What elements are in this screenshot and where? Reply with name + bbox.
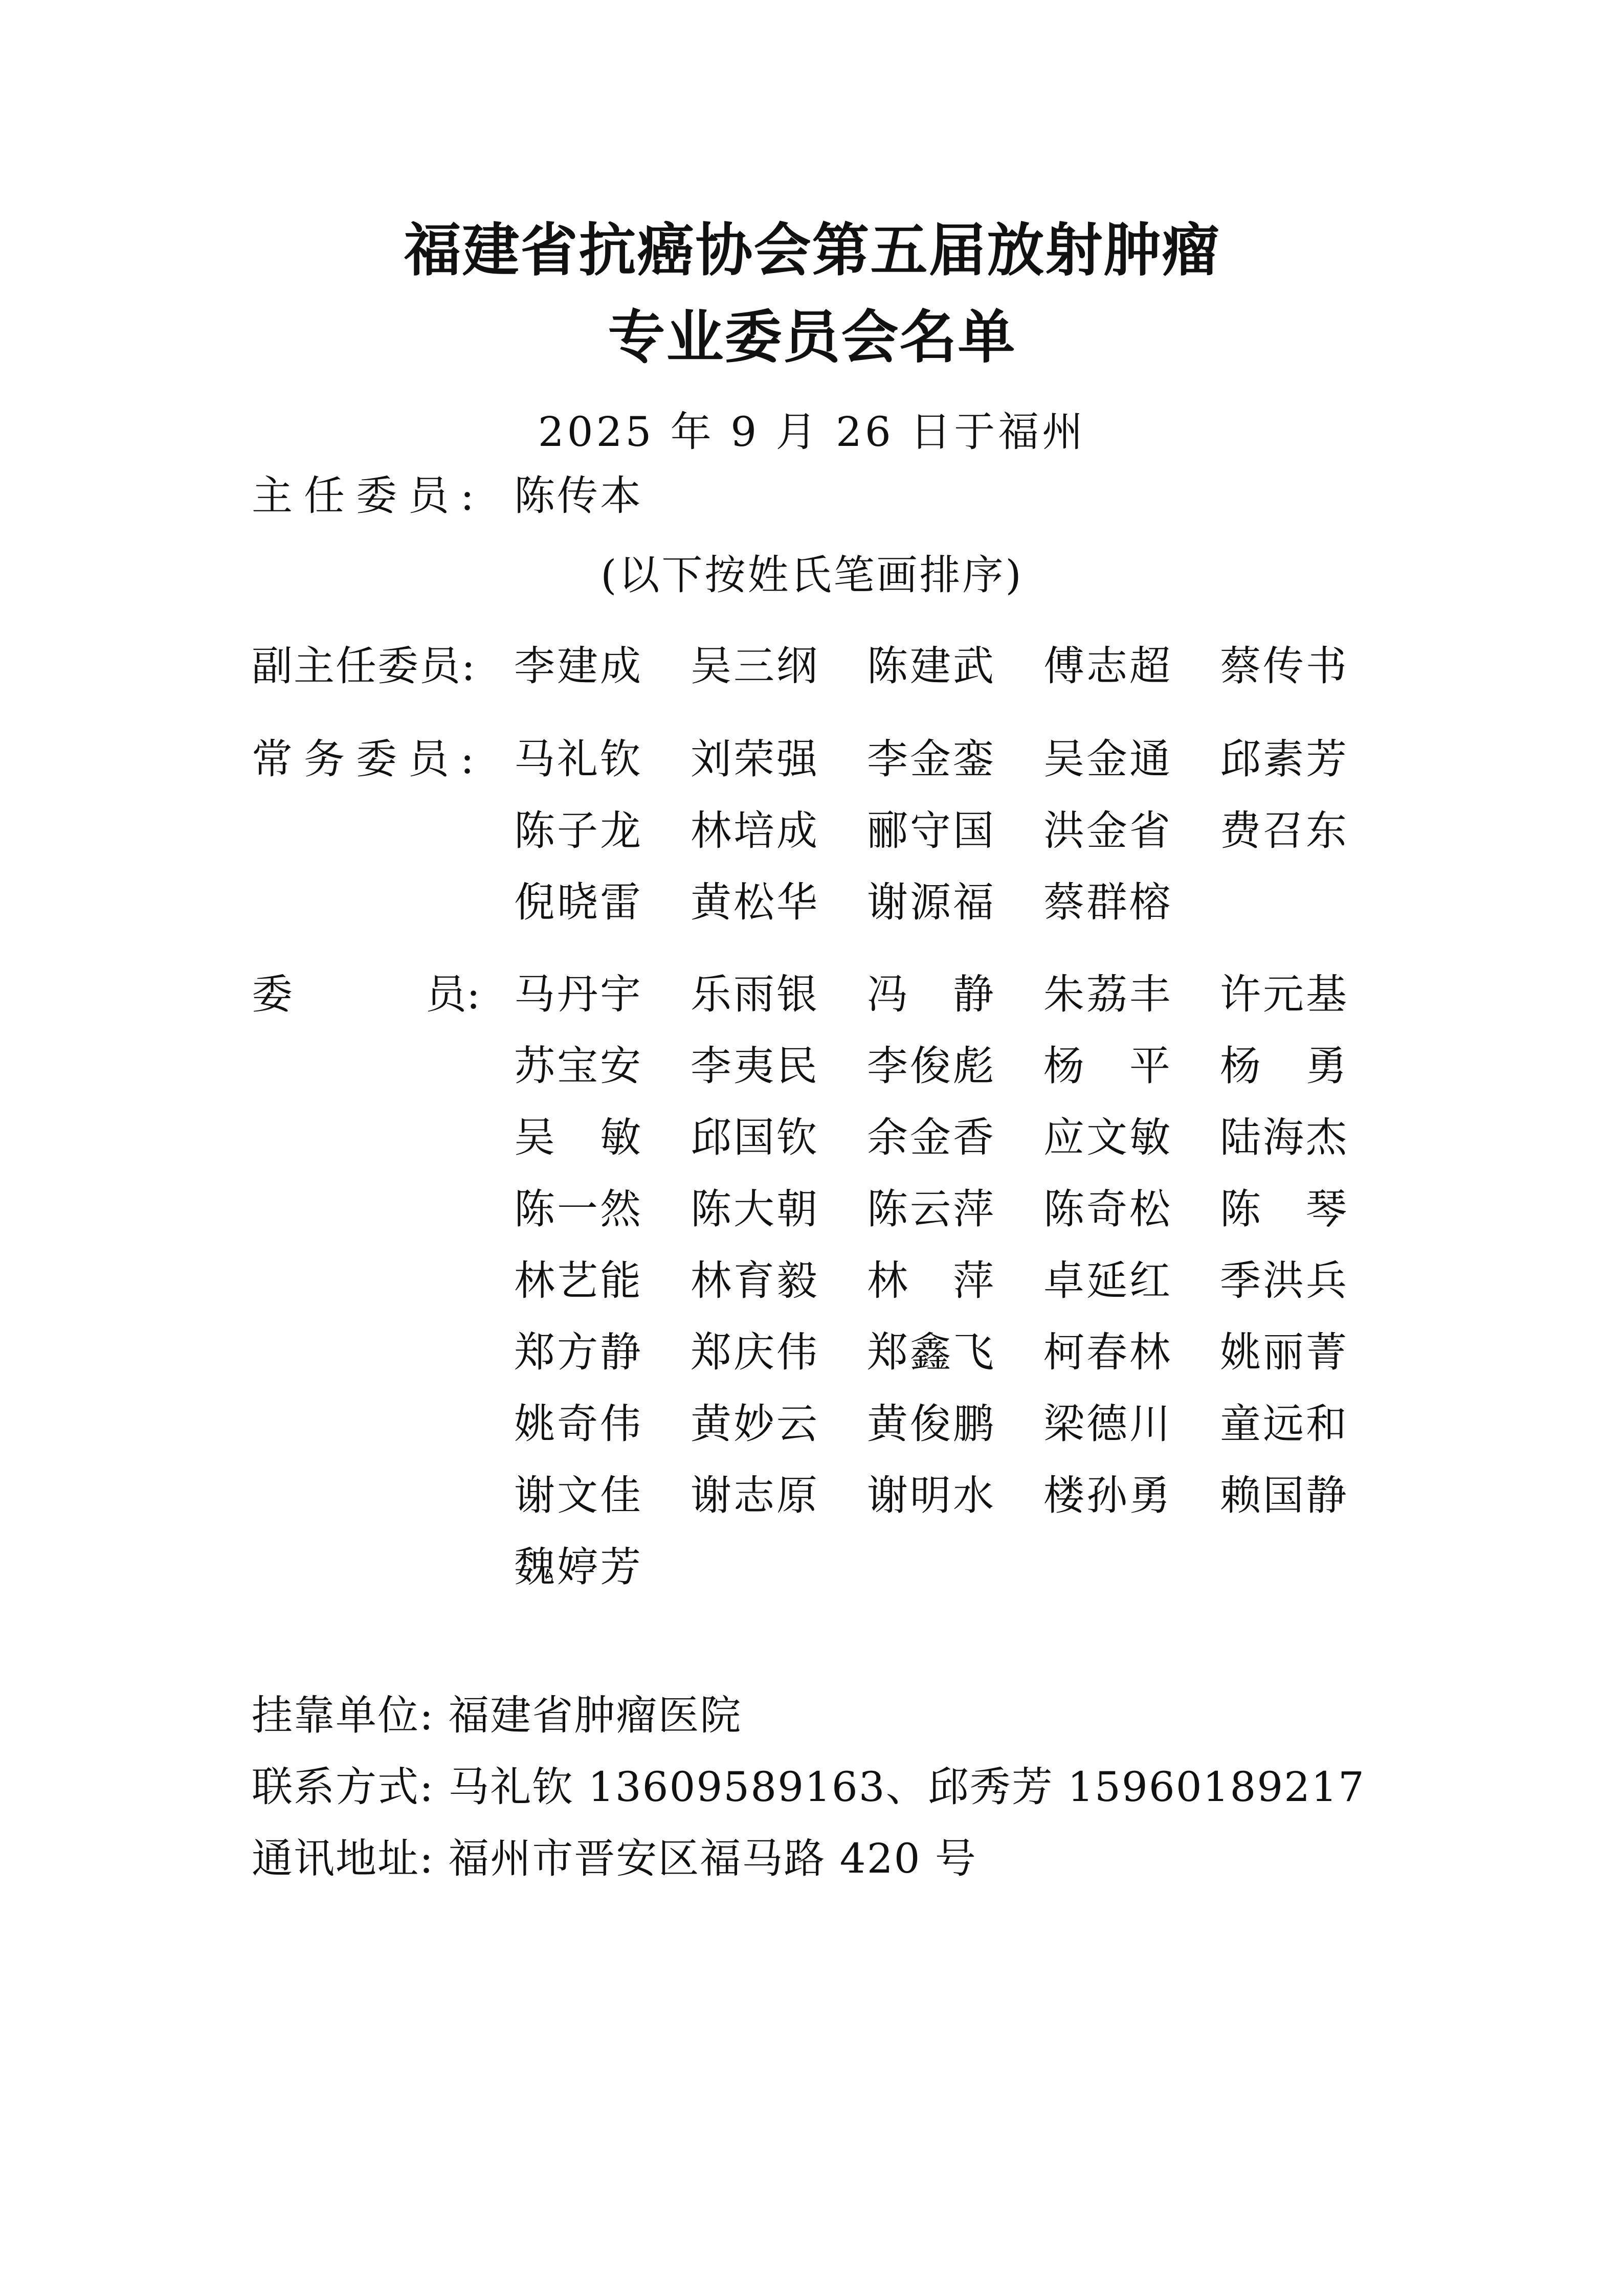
member-name-33: 黄俊鹏: [867, 1400, 996, 1448]
member-name-9: 杨 平: [1043, 1042, 1172, 1090]
standing-member-name-13: 谢源福: [867, 879, 996, 926]
standing-member-name-8: 郦守国: [867, 807, 996, 854]
standing-member-name-11: 倪晓雷: [514, 879, 643, 926]
member-name-13: 余金香: [867, 1114, 996, 1161]
director-label: 主任委员:: [252, 472, 485, 520]
member-name-10: 杨 勇: [1220, 1042, 1349, 1090]
member-name-1: 马丹宇: [514, 971, 643, 1018]
contact-line: 联系方式: 马礼钦 13609589163、邱秀芳 15960189217: [252, 1763, 1366, 1811]
member-name-14: 应文敏: [1043, 1114, 1172, 1161]
standing-member-name-4: 吴金通: [1043, 735, 1172, 783]
member-name-3: 冯 静: [867, 971, 996, 1018]
member-name-19: 陈奇松: [1043, 1185, 1172, 1233]
member-label-part-1: 委: [252, 971, 293, 1018]
member-name-12: 邱国钦: [691, 1114, 819, 1161]
vice-director-name-3: 陈建武: [867, 642, 996, 690]
member-name-35: 童远和: [1220, 1400, 1349, 1448]
member-name-16: 陈一然: [514, 1185, 643, 1233]
member-name-34: 梁德川: [1043, 1400, 1172, 1448]
member-name-2: 乐雨银: [691, 971, 819, 1018]
member-name-5: 许元基: [1220, 971, 1349, 1018]
vice-director-name-2: 吴三纲: [691, 642, 819, 690]
member-name-27: 郑庆伟: [691, 1329, 819, 1376]
member-name-26: 郑方静: [514, 1329, 643, 1376]
standing-member-name-9: 洪金省: [1043, 807, 1172, 854]
member-name-15: 陆海杰: [1220, 1114, 1349, 1161]
member-label-part-2: 员:: [426, 971, 480, 1018]
address-line: 通讯地址: 福州市晋安区福马路 420 号: [252, 1835, 977, 1882]
member-name-8: 李俊彪: [867, 1042, 996, 1090]
member-name-39: 楼孙勇: [1043, 1472, 1172, 1519]
member-name-6: 苏宝安: [514, 1042, 643, 1090]
member-name-21: 林艺能: [514, 1257, 643, 1304]
member-name-11: 吴 敏: [514, 1114, 643, 1161]
member-name-22: 林育毅: [691, 1257, 819, 1304]
standing-member-name-5: 邱素芳: [1220, 735, 1349, 783]
order-note: (以下按姓氏笔画排序): [600, 551, 1024, 599]
member-name-18: 陈云萍: [867, 1185, 996, 1233]
member-name-36: 谢文佳: [514, 1472, 643, 1519]
standing-member-label: 常务委员:: [252, 735, 485, 783]
affiliation-line: 挂靠单位: 福建省肿瘤医院: [252, 1692, 742, 1739]
member-name-30: 姚丽菁: [1220, 1329, 1349, 1376]
member-name-23: 林 萍: [867, 1257, 996, 1304]
standing-member-name-6: 陈子龙: [514, 807, 643, 854]
member-name-38: 谢明水: [867, 1472, 996, 1519]
standing-member-name-7: 林培成: [691, 807, 819, 854]
standing-member-name-12: 黄松华: [691, 879, 819, 926]
member-name-20: 陈 琴: [1220, 1185, 1349, 1233]
member-name-31: 姚奇伟: [514, 1400, 643, 1448]
vice-director-name-5: 蔡传书: [1220, 642, 1349, 690]
member-name-29: 柯春林: [1043, 1329, 1172, 1376]
member-name-25: 季洪兵: [1220, 1257, 1349, 1304]
standing-member-name-14: 蔡群榕: [1043, 879, 1172, 926]
vice-director-name-1: 李建成: [514, 642, 643, 690]
standing-member-name-10: 费召东: [1220, 807, 1349, 854]
vice-director-label: 副主任委员:: [252, 642, 476, 690]
vice-director-name-4: 傅志超: [1043, 642, 1172, 690]
member-name-17: 陈大朝: [691, 1185, 819, 1233]
member-name-41: 魏婷芳: [514, 1543, 643, 1591]
member-name-32: 黄妙云: [691, 1400, 819, 1448]
standing-member-name-3: 李金銮: [867, 735, 996, 783]
standing-member-name-2: 刘荣强: [691, 735, 819, 783]
member-name-37: 谢志原: [691, 1472, 819, 1519]
member-name-24: 卓延红: [1043, 1257, 1172, 1304]
member-name-4: 朱荔丰: [1043, 971, 1172, 1018]
document-title-line-2: 专业委员会名单: [608, 304, 1016, 371]
member-name-7: 李夷民: [691, 1042, 819, 1090]
document-date: 2025 年 9 月 26 日于福州: [538, 408, 1086, 456]
document-title-line-1: 福建省抗癌协会第五届放射肿瘤: [404, 217, 1220, 284]
member-name-40: 赖国静: [1220, 1472, 1349, 1519]
standing-member-name-1: 马礼钦: [514, 735, 643, 783]
director-name: 陈传本: [514, 472, 643, 520]
member-name-28: 郑鑫飞: [867, 1329, 996, 1376]
